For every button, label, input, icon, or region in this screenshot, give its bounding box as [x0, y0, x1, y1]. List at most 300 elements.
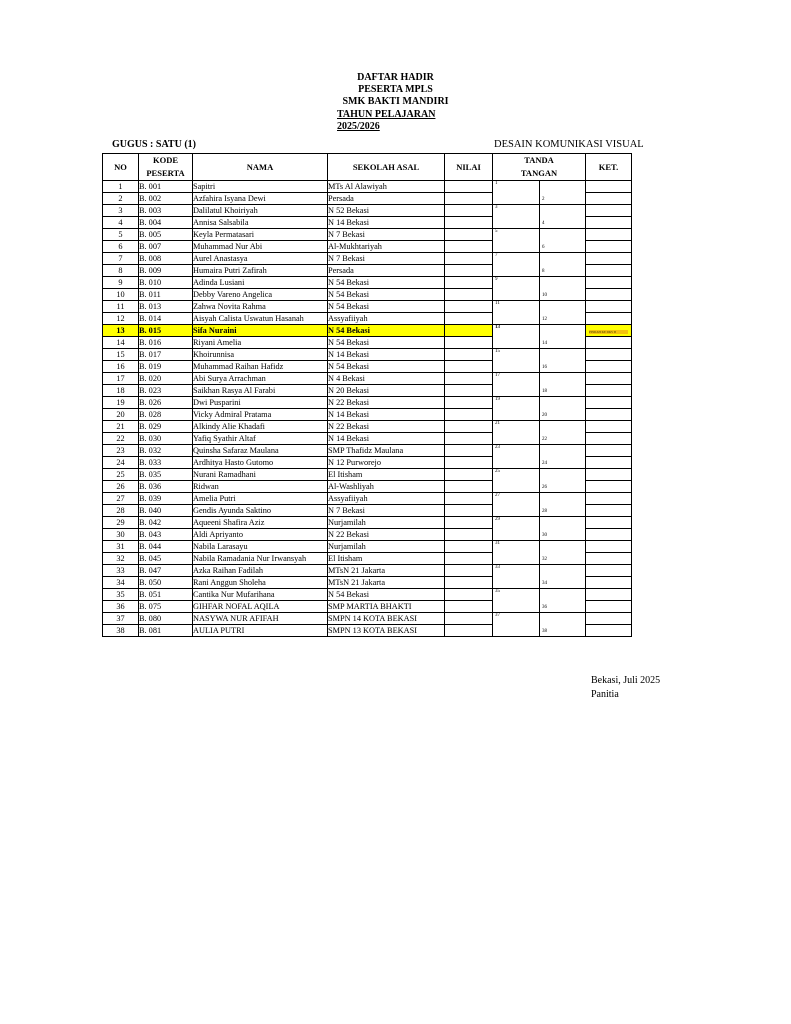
signature-number: 16 — [542, 364, 547, 370]
row-keterangan — [586, 613, 632, 625]
signature-cell-right[interactable] — [540, 217, 586, 229]
row-nilai-cell — [445, 325, 493, 337]
row-sekolah-asal: N 54 Bekasi — [328, 325, 445, 337]
row-nilai-cell — [445, 373, 493, 385]
row-sekolah-asal: SMPN 14 KOTA BEKASI — [328, 613, 445, 625]
row-nama: Ridwan — [193, 481, 328, 493]
table-row — [103, 205, 632, 217]
row-sekolah-asal: N 54 Bekasi — [328, 589, 445, 601]
table-body — [103, 181, 632, 637]
table-row — [103, 313, 632, 325]
row-sekolah-asal: N 14 Bekasi — [328, 349, 445, 361]
table-row — [103, 253, 632, 265]
signature-number: 2 — [542, 196, 545, 202]
row-keterangan — [586, 481, 632, 493]
row-nilai-cell — [445, 457, 493, 469]
signature-cell-right[interactable] — [540, 325, 586, 337]
row-sekolah-asal: Nurjamilah — [328, 541, 445, 553]
row-kode-peserta: B. 011 — [139, 289, 193, 301]
row-kode-peserta: B. 080 — [139, 613, 193, 625]
signature-number: 29 — [495, 517, 500, 522]
row-sekolah-asal: N 14 Bekasi — [328, 409, 445, 421]
row-kode-peserta: B. 023 — [139, 385, 193, 397]
row-keterangan — [586, 385, 632, 397]
row-keterangan — [586, 289, 632, 301]
row-sekolah-asal: Nurjamilah — [328, 517, 445, 529]
row-kode-peserta: B. 030 — [139, 433, 193, 445]
signature-cell-left[interactable] — [493, 349, 540, 373]
row-number: 18 — [103, 385, 139, 397]
footer-role: Panitia — [591, 689, 619, 700]
signature-number: 8 — [542, 268, 545, 274]
table-row — [103, 601, 632, 613]
row-number: 28 — [103, 505, 139, 517]
row-nama: Dalilatul Khoiriyah — [193, 205, 328, 217]
table-row — [103, 325, 632, 337]
signature-number: 19 — [495, 397, 500, 402]
signature-cell-right[interactable] — [540, 349, 586, 361]
row-keterangan — [586, 541, 632, 553]
signature-cell-right[interactable] — [540, 481, 586, 493]
row-nama: Ardhitya Hasto Gutomo — [193, 457, 328, 469]
row-nilai-cell — [445, 565, 493, 577]
signature-cell-right[interactable] — [540, 541, 586, 553]
signature-number: 23 — [495, 445, 500, 450]
row-sekolah-asal: MTs Al Alawiyah — [328, 181, 445, 193]
row-nilai-cell — [445, 613, 493, 625]
row-number: 20 — [103, 409, 139, 421]
signature-cell-right[interactable] — [540, 613, 586, 625]
row-sekolah-asal: N 14 Bekasi — [328, 217, 445, 229]
row-sekolah-asal: N 7 Bekasi — [328, 253, 445, 265]
row-nilai-cell — [445, 469, 493, 481]
signature-cell-right[interactable] — [540, 265, 586, 277]
row-keterangan — [586, 505, 632, 517]
row-number: 9 — [103, 277, 139, 289]
row-nama: Yafiq Syathir Altaf — [193, 433, 328, 445]
row-kode-peserta: B. 075 — [139, 601, 193, 613]
table-row — [103, 565, 632, 577]
table-row — [103, 433, 632, 445]
signature-cell-right[interactable] — [540, 205, 586, 217]
table-row — [103, 397, 632, 409]
signature-cell-right[interactable] — [540, 337, 586, 349]
row-nilai-cell — [445, 589, 493, 601]
row-sekolah-asal: Al-Mukhtariyah — [328, 241, 445, 253]
row-keterangan — [586, 589, 632, 601]
signature-cell-right[interactable] — [540, 301, 586, 313]
col-header-kode — [139, 154, 193, 181]
row-sekolah-asal: SMP Thafidz Maulana — [328, 445, 445, 457]
row-number: 34 — [103, 577, 139, 589]
row-nilai-cell — [445, 205, 493, 217]
jurusan-label: DESAIN KOMUNIKASI VISUAL — [494, 139, 644, 150]
row-nilai-cell — [445, 301, 493, 313]
row-kode-peserta: B. 003 — [139, 205, 193, 217]
row-nama: Aqueeni Shafira Aziz — [193, 517, 328, 529]
row-number: 21 — [103, 421, 139, 433]
row-nama: Alkindy Alie Khadafi — [193, 421, 328, 433]
row-kode-peserta: B. 028 — [139, 409, 193, 421]
row-nama: Dwi Pusparini — [193, 397, 328, 409]
row-kode-peserta: B. 044 — [139, 541, 193, 553]
row-keterangan — [586, 433, 632, 445]
row-nilai-cell — [445, 265, 493, 277]
table-row — [103, 517, 632, 529]
signature-cell-right[interactable] — [540, 469, 586, 481]
row-number: 12 — [103, 313, 139, 325]
table-row — [103, 193, 632, 205]
row-sekolah-asal: Al-Washliyah — [328, 481, 445, 493]
signature-cell-left[interactable] — [493, 589, 540, 613]
signature-cell-left[interactable] — [493, 301, 540, 325]
signature-cell-right[interactable] — [540, 445, 586, 457]
row-number: 2 — [103, 193, 139, 205]
gugus-label: GUGUS : SATU (1) — [112, 139, 196, 150]
signature-number: 36 — [542, 604, 547, 610]
row-keterangan — [586, 205, 632, 217]
row-nilai-cell — [445, 541, 493, 553]
row-sekolah-asal: Persada — [328, 193, 445, 205]
signature-cell-left[interactable] — [493, 373, 540, 397]
row-nama: Cantika Nur Mufarihana — [193, 589, 328, 601]
table-row — [103, 421, 632, 433]
signature-cell-right[interactable] — [540, 397, 586, 409]
row-number: 13 — [103, 325, 139, 337]
row-nama: Muhammad Nur Abi — [193, 241, 328, 253]
row-keterangan — [586, 553, 632, 565]
row-nilai-cell — [445, 577, 493, 589]
row-kode-peserta: B. 004 — [139, 217, 193, 229]
signature-number: 22 — [542, 436, 547, 442]
row-keterangan — [586, 277, 632, 289]
signature-number: 27 — [495, 493, 500, 498]
signature-number: 13 — [495, 325, 500, 330]
signature-cell-left[interactable] — [493, 565, 540, 589]
row-nilai-cell — [445, 241, 493, 253]
row-number: 24 — [103, 457, 139, 469]
signature-number: 6 — [542, 244, 545, 250]
signature-number: 34 — [542, 580, 547, 586]
col-header-kode-line1: KODE — [152, 155, 179, 165]
row-nama: Keyla Permatasari — [193, 229, 328, 241]
row-nilai-cell — [445, 445, 493, 457]
row-keterangan — [586, 577, 632, 589]
signature-cell-left[interactable] — [493, 421, 540, 445]
row-keterangan — [586, 349, 632, 361]
attendance-table — [102, 153, 632, 637]
row-sekolah-asal: N 54 Bekasi — [328, 337, 445, 349]
signature-cell-right[interactable] — [540, 517, 586, 529]
signature-cell-right[interactable] — [540, 229, 586, 241]
row-sekolah-asal: N 54 Bekasi — [328, 361, 445, 373]
signature-cell-left[interactable] — [493, 205, 540, 229]
row-nama: Aldi Apriyanto — [193, 529, 328, 541]
row-nilai-cell — [445, 529, 493, 541]
row-nama: Sapitri — [193, 181, 328, 193]
row-number: 8 — [103, 265, 139, 277]
row-nama: Debby Vareno Angelica — [193, 289, 328, 301]
signature-cell-right[interactable] — [540, 553, 586, 565]
row-number: 35 — [103, 589, 139, 601]
row-keterangan — [586, 361, 632, 373]
table-row — [103, 289, 632, 301]
signature-cell-right[interactable] — [540, 505, 586, 517]
academic-year: TAHUN PELAJARAN 2025/2026 — [337, 109, 436, 132]
signature-cell-right[interactable] — [540, 289, 586, 301]
row-sekolah-asal: SMP MARTIA BHAKTI — [328, 601, 445, 613]
signature-cell-right[interactable] — [540, 409, 586, 421]
signature-cell-right[interactable] — [540, 193, 586, 205]
row-kode-peserta: B. 008 — [139, 253, 193, 265]
row-keterangan — [586, 409, 632, 421]
row-number: 11 — [103, 301, 139, 313]
row-nama: Sifa Nuraini — [193, 325, 328, 337]
signature-cell-right[interactable] — [540, 373, 586, 385]
row-sekolah-asal: Assyafiiyah — [328, 313, 445, 325]
row-nama: Rani Anggun Sholeha — [193, 577, 328, 589]
signature-cell-left[interactable] — [493, 613, 540, 637]
row-keterangan — [586, 229, 632, 241]
table-row — [103, 385, 632, 397]
row-number: 32 — [103, 553, 139, 565]
signature-number: 31 — [495, 541, 500, 546]
row-sekolah-asal: Persada — [328, 265, 445, 277]
signature-number: 1 — [495, 181, 498, 186]
signature-cell-right[interactable] — [540, 253, 586, 265]
row-keterangan — [586, 625, 632, 637]
row-kode-peserta: B. 026 — [139, 397, 193, 409]
row-keterangan — [586, 217, 632, 229]
signature-number: 28 — [542, 508, 547, 514]
row-nilai-cell — [445, 217, 493, 229]
row-nama: Abi Surya Arrachman — [193, 373, 328, 385]
row-nilai-cell — [445, 409, 493, 421]
row-nama: NASYWA NUR AFIFAH — [193, 613, 328, 625]
signature-number: 12 — [542, 316, 547, 322]
row-nilai-cell — [445, 601, 493, 613]
signature-cell-left[interactable] — [493, 181, 540, 205]
row-nama: Muhammad Raihan Hafidz — [193, 361, 328, 373]
row-nama: Khoirunnisa — [193, 349, 328, 361]
row-keterangan — [586, 241, 632, 253]
signature-number: 35 — [495, 589, 500, 594]
signature-cell-right[interactable] — [540, 565, 586, 577]
col-header-nama: NAMA — [193, 154, 328, 181]
row-nilai-cell — [445, 337, 493, 349]
row-nilai-cell — [445, 517, 493, 529]
signature-number: 21 — [495, 421, 500, 426]
row-number: 15 — [103, 349, 139, 361]
signature-cell-right[interactable] — [540, 241, 586, 253]
row-kode-peserta: B. 017 — [139, 349, 193, 361]
signature-cell-right[interactable] — [540, 625, 586, 637]
row-nilai-cell — [445, 361, 493, 373]
table-row — [103, 181, 632, 193]
signature-cell-right[interactable] — [540, 457, 586, 469]
row-number: 17 — [103, 373, 139, 385]
col-header-sekolah: SEKOLAH ASAL — [328, 154, 445, 181]
row-sekolah-asal: N 54 Bekasi — [328, 277, 445, 289]
row-kode-peserta: B. 033 — [139, 457, 193, 469]
table-row — [103, 625, 632, 637]
row-number: 27 — [103, 493, 139, 505]
signature-cell-right[interactable] — [540, 361, 586, 373]
table-row — [103, 577, 632, 589]
table-row — [103, 493, 632, 505]
table-row — [103, 529, 632, 541]
table-row — [103, 505, 632, 517]
row-keterangan — [586, 469, 632, 481]
row-kode-peserta: B. 081 — [139, 625, 193, 637]
row-nilai-cell — [445, 625, 493, 637]
row-keterangan — [586, 457, 632, 469]
row-keterangan — [586, 517, 632, 529]
row-nilai-cell — [445, 397, 493, 409]
row-number: 25 — [103, 469, 139, 481]
row-keterangan — [586, 253, 632, 265]
row-keterangan — [586, 493, 632, 505]
signature-number: 26 — [542, 484, 547, 490]
row-nama: AULIA PUTRI — [193, 625, 328, 637]
table-row — [103, 553, 632, 565]
row-sekolah-asal: MTsN 21 Jakarta — [328, 577, 445, 589]
signature-cell-left[interactable] — [493, 469, 540, 493]
table-row — [103, 241, 632, 253]
signature-cell-right[interactable] — [540, 181, 586, 193]
col-header-tanda-line2: TANGAN — [520, 168, 558, 178]
table-row — [103, 277, 632, 289]
signature-number: 10 — [542, 292, 547, 298]
row-kode-peserta: B. 010 — [139, 277, 193, 289]
row-kode-peserta: B. 032 — [139, 445, 193, 457]
row-sekolah-asal: N 12 Purworejo — [328, 457, 445, 469]
signature-cell-left[interactable] — [493, 541, 540, 565]
row-kode-peserta: B. 050 — [139, 577, 193, 589]
signature-cell-right[interactable] — [540, 493, 586, 505]
signature-cell-right[interactable] — [540, 313, 586, 325]
table-row — [103, 541, 632, 553]
row-number: 29 — [103, 517, 139, 529]
col-header-nilai: NILAI — [445, 154, 493, 181]
row-sekolah-asal: N 20 Bekasi — [328, 385, 445, 397]
signature-number: 5 — [495, 229, 498, 234]
row-sekolah-asal: N 4 Bekasi — [328, 373, 445, 385]
row-number: 5 — [103, 229, 139, 241]
signature-cell-left[interactable] — [493, 325, 540, 349]
table-row — [103, 337, 632, 349]
table-row — [103, 349, 632, 361]
row-nilai-cell — [445, 277, 493, 289]
row-sekolah-asal: N 22 Bekasi — [328, 397, 445, 409]
footer-place-date: Bekasi, Juli 2025 — [591, 675, 661, 686]
signature-cell-left[interactable] — [493, 277, 540, 301]
signature-number: 3 — [495, 205, 498, 210]
signature-number: 11 — [495, 301, 500, 306]
signature-cell-right[interactable] — [540, 277, 586, 289]
row-nilai-cell — [445, 553, 493, 565]
signature-cell-right[interactable] — [540, 529, 586, 541]
row-keterangan — [586, 193, 632, 205]
signature-cell-right[interactable] — [540, 589, 586, 601]
row-keterangan — [586, 421, 632, 433]
table-row — [103, 409, 632, 421]
row-nilai-cell — [445, 193, 493, 205]
table-row — [103, 445, 632, 457]
row-number: 7 — [103, 253, 139, 265]
row-nilai-cell — [445, 229, 493, 241]
row-keterangan — [586, 445, 632, 457]
row-sekolah-asal: Assyafiiyah — [328, 493, 445, 505]
row-nilai-cell — [445, 313, 493, 325]
signature-number: 30 — [542, 532, 547, 538]
table-header-row — [103, 154, 632, 181]
row-nama: Aisyah Calista Uswatun Hasanah — [193, 313, 328, 325]
row-keterangan — [586, 601, 632, 613]
row-nama: Aurel Anastasya — [193, 253, 328, 265]
signature-number: 38 — [542, 628, 547, 634]
row-nilai-cell — [445, 421, 493, 433]
signature-number: 4 — [542, 220, 545, 226]
row-nama: Amelia Putri — [193, 493, 328, 505]
row-kode-peserta: B. 040 — [139, 505, 193, 517]
signature-cell-right[interactable] — [540, 601, 586, 613]
row-kode-peserta: B. 001 — [139, 181, 193, 193]
row-kode-peserta: B. 039 — [139, 493, 193, 505]
signature-number: 24 — [542, 460, 547, 466]
row-number: 10 — [103, 289, 139, 301]
row-nilai-cell — [445, 349, 493, 361]
row-nilai-cell — [445, 253, 493, 265]
signature-cell-right[interactable] — [540, 385, 586, 397]
signature-cell-right[interactable] — [540, 577, 586, 589]
table-row — [103, 373, 632, 385]
doc-title: DAFTAR HADIR — [357, 72, 434, 83]
table-row — [103, 229, 632, 241]
row-kode-peserta: B. 045 — [139, 553, 193, 565]
signature-cell-left[interactable] — [493, 445, 540, 469]
row-keterangan — [586, 325, 632, 337]
row-nama: Vicky Admiral Pratama — [193, 409, 328, 421]
row-sekolah-asal: N 22 Bekasi — [328, 421, 445, 433]
row-number: 38 — [103, 625, 139, 637]
row-number: 23 — [103, 445, 139, 457]
row-keterangan — [586, 373, 632, 385]
signature-cell-left[interactable] — [493, 253, 540, 277]
signature-cell-left[interactable] — [493, 397, 540, 421]
signature-cell-left[interactable] — [493, 229, 540, 253]
signature-cell-left[interactable] — [493, 517, 540, 541]
row-keterangan — [586, 313, 632, 325]
row-number: 14 — [103, 337, 139, 349]
row-nama: Azfahira Isyana Dewi — [193, 193, 328, 205]
signature-cell-left[interactable] — [493, 493, 540, 517]
signature-number: 37 — [495, 613, 500, 618]
row-keterangan — [586, 529, 632, 541]
table-row — [103, 613, 632, 625]
row-kode-peserta: B. 015 — [139, 325, 193, 337]
row-sekolah-asal: N 54 Bekasi — [328, 301, 445, 313]
signature-cell-right[interactable] — [540, 433, 586, 445]
row-nama: Quinsha Safaraz Maulana — [193, 445, 328, 457]
row-nilai-cell — [445, 493, 493, 505]
table-row — [103, 589, 632, 601]
row-sekolah-asal: N 7 Bekasi — [328, 229, 445, 241]
row-number: 16 — [103, 361, 139, 373]
signature-cell-right[interactable] — [540, 421, 586, 433]
signature-number: 7 — [495, 253, 498, 258]
row-nilai-cell — [445, 181, 493, 193]
